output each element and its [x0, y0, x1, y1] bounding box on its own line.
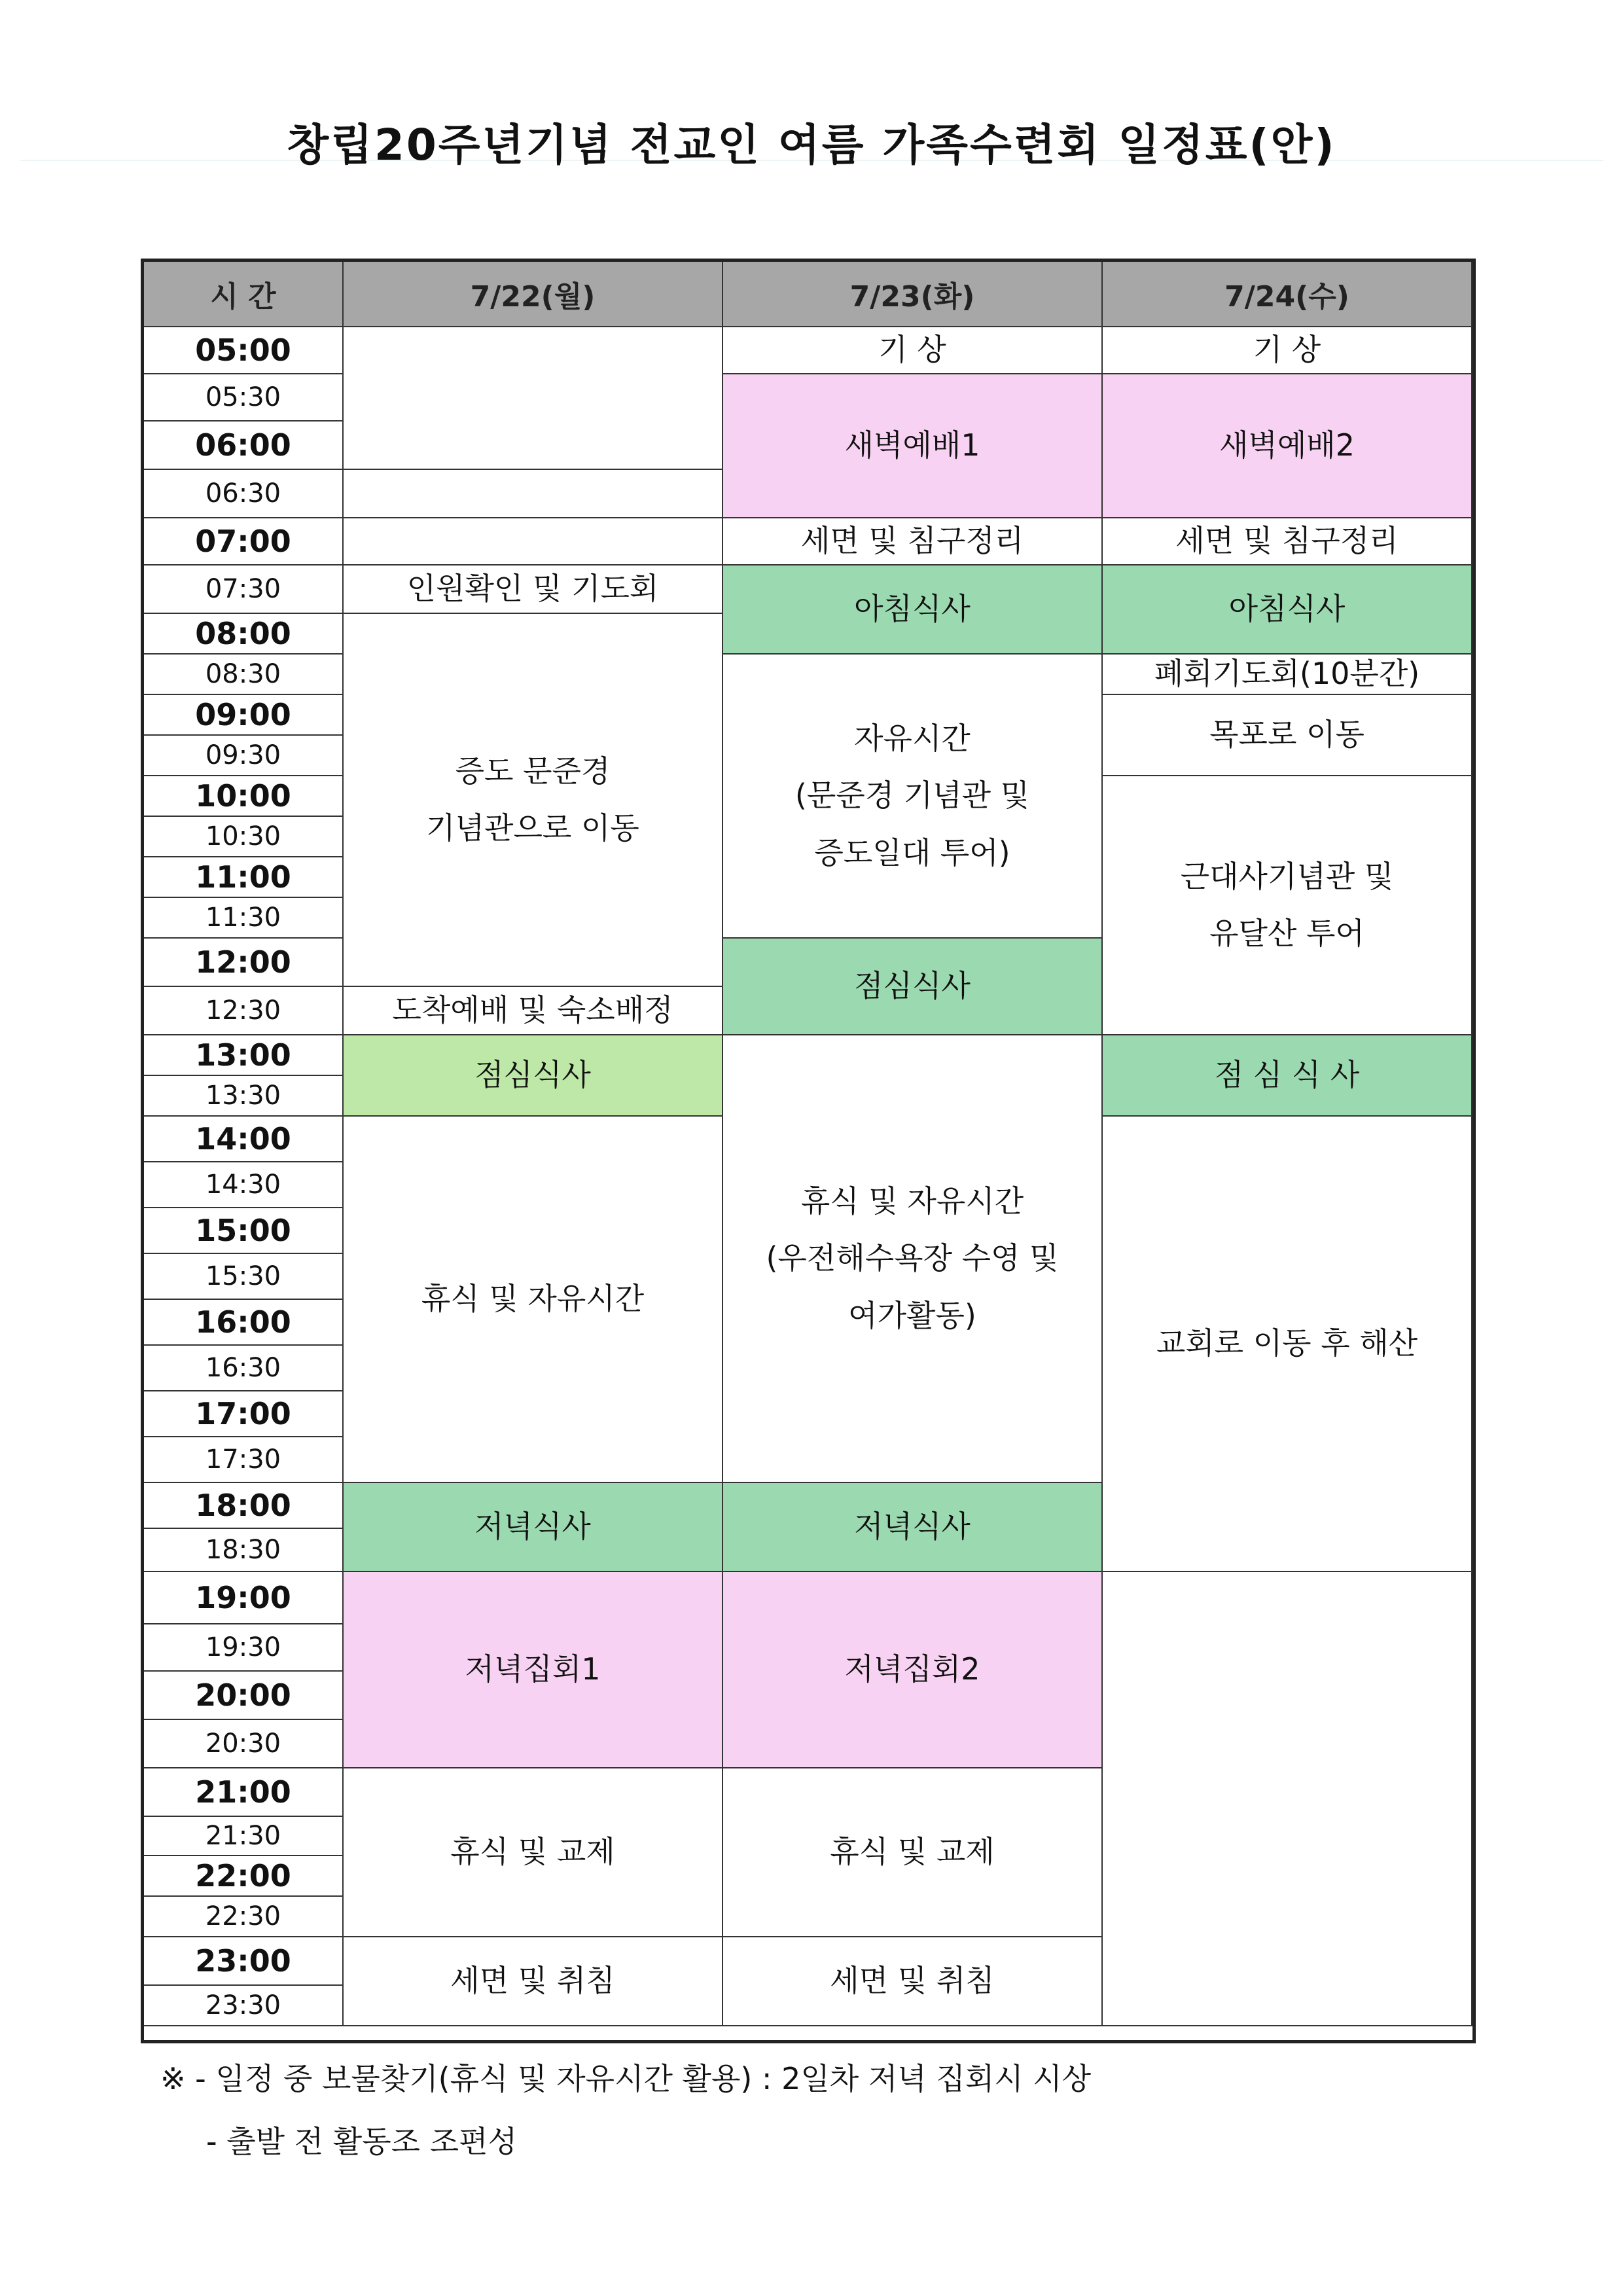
time-cell: 15:30: [144, 1254, 344, 1300]
event-tue: 휴식 및 교제: [723, 1768, 1103, 1937]
time-cell: 23:00: [144, 1937, 344, 1986]
time-cell: 21:00: [144, 1768, 344, 1817]
event-tue: 기 상: [723, 327, 1103, 374]
time-cell: 19:00: [144, 1572, 344, 1624]
event-mon: 인원확인 및 기도회: [344, 565, 723, 614]
event-tue: 저녁집회2: [723, 1572, 1103, 1768]
event-wed: [1103, 1572, 1472, 2026]
event-tue: 저녁식사: [723, 1483, 1103, 1572]
event-wed: 아침식사: [1103, 565, 1472, 655]
event-wed: 근대사기념관 및 유달산 투어: [1103, 776, 1472, 1035]
event-tue: 아침식사: [723, 565, 1103, 655]
time-cell: 10:00: [144, 776, 344, 817]
event-mon: 휴식 및 자유시간: [344, 1117, 723, 1483]
time-cell: 18:30: [144, 1529, 344, 1572]
time-cell: 17:00: [144, 1391, 344, 1437]
note-line-1: ※ - 일정 중 보물찾기(휴식 및 자유시간 활용) : 2일차 저녁 집회시 시상: [160, 2061, 1092, 2096]
time-cell: 18:00: [144, 1483, 344, 1529]
event-wed: 세면 및 침구정리: [1103, 518, 1472, 565]
event-tue: 자유시간 (문준경 기념관 및 증도일대 투어): [723, 655, 1103, 939]
event-wed: 점 심 식 사: [1103, 1035, 1472, 1117]
time-cell: 22:30: [144, 1897, 344, 1937]
time-cell: 13:30: [144, 1076, 344, 1117]
time-cell: 22:00: [144, 1856, 344, 1897]
event-tue: 세면 및 침구정리: [723, 518, 1103, 565]
time-cell: 10:30: [144, 817, 344, 857]
event-wed: 새벽예배2: [1103, 374, 1472, 518]
time-cell: 14:30: [144, 1162, 344, 1208]
time-cell: 21:30: [144, 1817, 344, 1856]
event-tue: 휴식 및 자유시간 (우전해수욕장 수영 및 여가활동): [723, 1035, 1103, 1483]
time-cell: 09:30: [144, 736, 344, 776]
time-cell: 07:00: [144, 518, 344, 565]
event-wed: 목포로 이동: [1103, 695, 1472, 776]
time-cell: 20:30: [144, 1720, 344, 1768]
time-cell: 11:00: [144, 857, 344, 898]
event-tue: 새벽예배1: [723, 374, 1103, 518]
time-cell: 15:00: [144, 1208, 344, 1254]
event-mon: [344, 518, 723, 565]
event-tue: 점심식사: [723, 939, 1103, 1035]
event-mon: 도착예배 및 숙소배정: [344, 987, 723, 1035]
header-day-wed: 7/24(수): [1103, 262, 1472, 327]
time-cell: 17:30: [144, 1437, 344, 1483]
header-time: 시 간: [144, 262, 344, 327]
event-tue: 세면 및 취침: [723, 1937, 1103, 2026]
time-cell: 23:30: [144, 1986, 344, 2026]
page-title: 창립20주년기념 전교인 여름 가족수련회 일정표(안): [287, 120, 1336, 170]
time-cell: 12:30: [144, 987, 344, 1035]
time-cell: 06:30: [144, 470, 344, 518]
time-cell: 20:00: [144, 1672, 344, 1720]
event-wed: 폐회기도회(10분간): [1103, 655, 1472, 695]
time-cell: 06:00: [144, 422, 344, 470]
event-mon: 휴식 및 교제: [344, 1768, 723, 1937]
time-cell: 11:30: [144, 898, 344, 939]
event-wed: 교회로 이동 후 해산: [1103, 1117, 1472, 1572]
event-mon: [344, 327, 723, 470]
time-cell: 05:30: [144, 374, 344, 422]
time-cell: 19:30: [144, 1624, 344, 1672]
time-cell: 16:00: [144, 1300, 344, 1346]
header-day-tue: 7/23(화): [723, 262, 1103, 327]
event-mon: 증도 문준경 기념관으로 이동: [344, 614, 723, 987]
time-cell: 09:00: [144, 695, 344, 736]
time-cell: 16:30: [144, 1346, 344, 1391]
time-cell: 08:00: [144, 614, 344, 655]
schedule-table: [141, 259, 1476, 2043]
time-cell: 12:00: [144, 939, 344, 987]
event-mon: 점심식사: [344, 1035, 723, 1117]
time-cell: 07:30: [144, 565, 344, 614]
event-wed: 기 상: [1103, 327, 1472, 374]
event-mon: 저녁집회1: [344, 1572, 723, 1768]
event-mon: 저녁식사: [344, 1483, 723, 1572]
time-cell: 05:00: [144, 327, 344, 374]
note-line-2: - 출발 전 활동조 조편성: [206, 2124, 518, 2159]
time-cell: 13:00: [144, 1035, 344, 1076]
time-cell: 08:30: [144, 655, 344, 695]
event-mon: 세면 및 취침: [344, 1937, 723, 2026]
event-mon: [344, 470, 723, 518]
time-cell: 14:00: [144, 1117, 344, 1162]
header-day-mon: 7/22(월): [344, 262, 723, 327]
